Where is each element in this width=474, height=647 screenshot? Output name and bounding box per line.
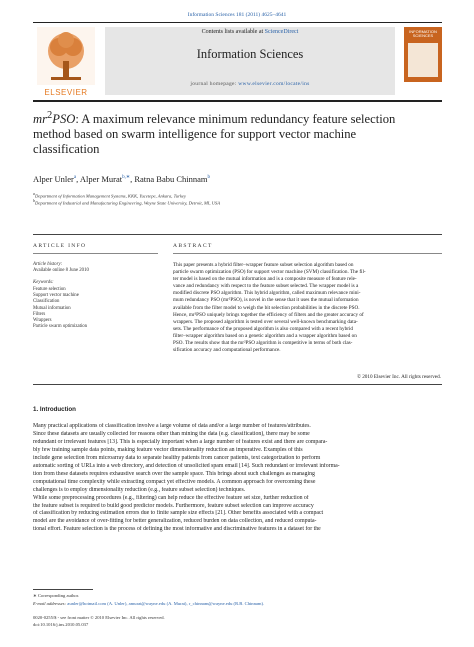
title-superscript: 2 [47,110,53,121]
banner-center-panel [105,27,395,95]
corresponding-author-note: ∗ Corresponding author. [33,593,80,598]
author-affil-mark[interactable]: b,∗ [122,175,131,181]
keyword: Particle swarm optimization [33,324,88,330]
abstract-line: modified discrete PSO algorithm. This hybrid algorithm, called maximum relevance mini- [173,290,361,297]
intro-line: Since these datasets are usually collected for reasons other than mining the data (e.g. classification), there may be some [33,430,310,437]
keywords-label: Keywords: [33,280,54,285]
introduction-heading: 1. Introduction [33,406,76,413]
author-affil-mark[interactable]: a [73,175,77,181]
homepage-prefix: journal homepage: [190,81,239,87]
intro-line: Many practical applications of classification involve a large volume of data and/or a large number of features/attributes. [33,423,311,429]
title-italic: PSO [52,112,76,127]
abstract-line: This paper presents a hybrid filter–wrapper feature subset selection algorithm based on [173,262,354,268]
elsevier-tree-icon [37,27,95,85]
author-list: Alper Unler$^a$, Alper Murat$^{b,∗}$, Ratna Babu Chinnam$^b$ [33,174,211,184]
keyword: Filters [33,311,46,317]
doi-link[interactable]: doi:10.1016/j.ins.2010.05.037 [33,622,89,627]
intro-line: redundant or irrelevant features [13]. This is especially important when a large number of features exist and there are compara- [33,438,328,445]
keyword: Feature selection [33,287,66,292]
contents-prefix: Contents lists available at [201,29,265,35]
elsevier-logo [37,27,95,97]
journal-banner [33,22,442,102]
issn-line: 0020-0255/$ - see front matter © 2010 Elsevier Inc. All rights reserved. [33,615,165,620]
keyword: Classification [33,299,60,305]
article-title [33,108,413,157]
keyword: Wrappers [33,318,52,324]
abstract-line: vance and redundancy with respect to the feature subset selected. The wrapper model is a [173,283,359,290]
intro-line: bly few training sample data points, making feature vector dimensionality reduction an imperative. Examples of this [33,446,303,453]
author-name[interactable]: Alper Murat [79,174,123,184]
abstract-heading: ABSTRACT [173,243,213,249]
section-divider [33,384,442,385]
intro-line: challenges is to employ dimensionality reduction (e.g., feature subset selection) techniques. [33,486,246,493]
journal-title: Information Sciences [196,47,304,61]
banner-top-rule [33,22,442,23]
title-prefix: mr [33,112,47,127]
info-divider [33,253,158,254]
email-addresses[interactable]: aunler@hotmail.com (A. Unler), amurat@wayne.edu (A. Murat), r_chinnam@wayne.edu (R.B. Chinnam). [67,601,265,606]
intro-line: While some preprocessing procedures (e.g., filtering) can help reduce the effective feature set size, further reduction of [33,494,309,501]
intro-line: tion from these datasets requires exhaustive search over the sample space. This brings about such challenges as managing [33,470,315,477]
email-footnote [33,601,442,606]
author-affil-mark[interactable]: b [207,175,211,181]
abstract-line: PSO. The results show that the mr²PSO algorithm is competitive in terms of both clas- [173,340,353,347]
email-label: E-mail addresses: [33,601,68,606]
copyright-notice: © 2010 Elsevier Inc. All rights reserved. [356,374,441,380]
author-name[interactable]: Alper Unler [33,174,74,184]
intro-line: automatic sorting of URLs into a web directory, and detection of unsolicited spam email [14]. Such redundant or irrelevant informa- [33,462,340,469]
intro-line: tional effort. Feature selection is the process of defining the most informative and discriminative features in a dataset for the [33,526,321,533]
keyword: Mutual information [33,305,71,311]
intro-line: of classification by reducing estimation errors due to finite sample size effects [21]. Other benefits associated with a compact [33,510,324,517]
cover-title: INFORMATION SCIENCES [409,29,437,38]
abstract-divider [173,253,442,254]
abstract-line: ter model is based on the mutual information and is a composite measure of feature rele- [173,276,357,283]
affiliation-text: Department of Industrial and Manufacturing Engineering, Wayne State University, Detroit, MI, USA [35,200,221,206]
history-label: Article history: [33,262,63,267]
journal-reference: Information Sciences 181 (2011) 4625–4641 [187,12,287,18]
keyword: Support vector machine [33,293,79,299]
homepage-url-link[interactable]: www.elsevier.com/locate/ins [238,81,310,87]
intro-line: include gene selection from microarray data to separate healthy patients from cancer patients, text categorization to perform [33,454,321,461]
journal-cover-image [404,27,442,82]
footnote-divider [33,589,93,590]
intro-line: computational time complexity while extracting compact yet effective models. A common approach for overcoming these [33,478,316,485]
cover-illustration [408,43,438,77]
abstract-line: wrappers. The proposed algorithm is tested over several well-known benchmarking data- [173,318,358,325]
abstract-line: filter–wrapper algorithm based on a genetic algorithm and a wrapper algorithm based on [173,332,357,339]
title-rest: : A maximum relevance minimum redundancy feature selection method based on swarm intelligence for support vector machine classification [33,112,396,157]
abstract-line: available from the filter model to weigh the bit selection probabilities in the discrete PSO. [173,304,360,311]
abstract-line: sification accuracy and computational performance. [173,347,281,354]
elsevier-wordmark: ELSEVIER [44,88,88,97]
abstract-line: particle swarm optimization (PSO) for support vector machine (SVM) classification. The fil- [173,269,366,276]
journal-homepage-line [105,81,395,87]
article-info-heading: ARTICLE INFO [33,243,87,249]
abstract-body [173,262,441,354]
abstract-line: mum redundancy PSO (mr²PSO), is novel in the sense that it uses the mutual information [173,297,359,304]
keyword-list [33,287,153,330]
introduction-body [33,423,442,534]
sciencedirect-link[interactable]: ScienceDirect [264,29,299,35]
banner-bottom-rule [33,100,442,102]
contents-available-line [105,29,395,35]
author-name[interactable]: Ratna Babu Chinnam [134,174,208,184]
abstract-line: Hence, mr²PSO uniquely brings together the efficiency of filters and the greater accuracy of [173,311,364,318]
abstract-line: sets. The performance of the proposed algorithm is also compared with a recent hybrid [173,325,353,332]
intro-line: model are the avoidance of over-fitting for better generalization, reduced burden on data collection, and reduced computa- [33,518,317,525]
intro-line: the feature subset is required to build good predictor models. Furthermore, feature subset selection can improve accuracy [33,502,314,509]
affiliation [33,198,413,206]
affiliation-mark: b [33,198,35,203]
section-divider [33,234,442,235]
affiliation-text: Department of Information Management Systems, KKK, Yucetepe, Ankara, Turkey [35,193,187,199]
history-value: Available online 8 June 2010 [33,268,89,273]
affiliation-mark: a [33,191,35,196]
